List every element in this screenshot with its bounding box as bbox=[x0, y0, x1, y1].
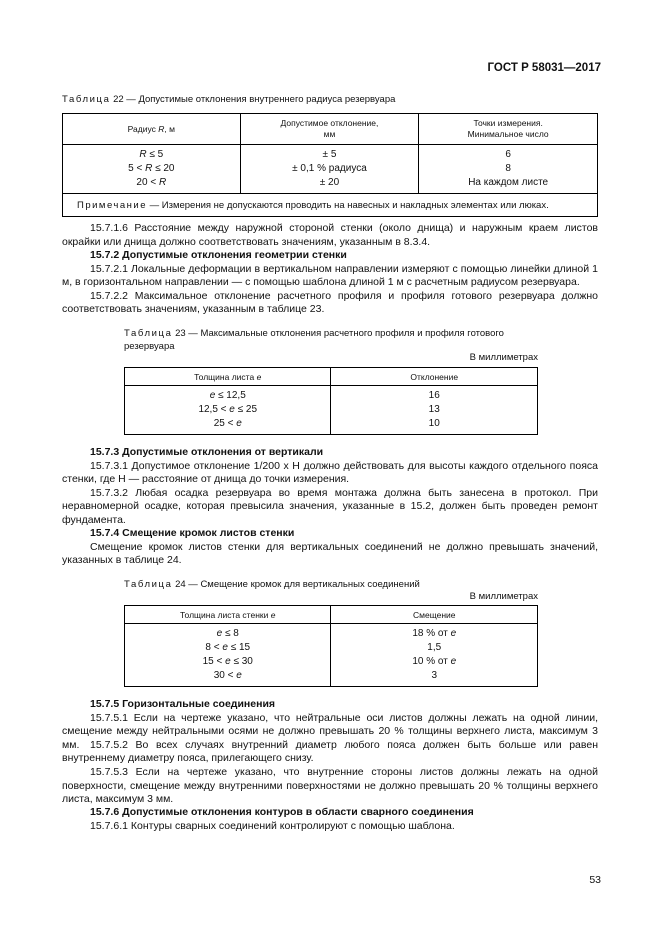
table-header-radius bbox=[63, 114, 241, 145]
header-text: Толщина листа e bbox=[194, 371, 262, 382]
header-text: Отклонение bbox=[410, 371, 459, 382]
table-cell: 12,5 < e ≤ 25 bbox=[125, 403, 331, 417]
table-header-row bbox=[63, 114, 598, 145]
section-heading-15-7-4: 15.7.4 Смещение кромок листов стенки bbox=[90, 527, 295, 539]
table-cell: 8 < e ≤ 15 bbox=[125, 641, 331, 655]
table-cell: 8 bbox=[419, 162, 598, 176]
table-header-thickness bbox=[125, 368, 331, 386]
table-row bbox=[125, 386, 538, 404]
table-23 bbox=[124, 367, 538, 435]
table-22-caption-text: 22 — Допустимые отклонения внутреннего радиуса резервуара bbox=[110, 94, 396, 105]
table-23-caption bbox=[124, 327, 538, 353]
section-heading-15-7-6: 15.7.6 Допустимые отклонения контуров в области сварного соединения bbox=[90, 806, 474, 818]
header-text: Допустимое отклонение, bbox=[280, 118, 379, 128]
table-header-row bbox=[125, 606, 538, 624]
table-note bbox=[63, 194, 598, 217]
section-heading-15-7-3: 15.7.3 Допустимые отклонения от вертикали bbox=[90, 446, 324, 458]
table-24-caption-text: 24 — Смещение кромок для вертикальных соединений bbox=[172, 579, 420, 590]
table-header-offset bbox=[331, 606, 538, 624]
table-cell: 30 < e bbox=[125, 669, 331, 687]
table-header-points bbox=[419, 114, 598, 145]
header-text: мм bbox=[323, 129, 336, 139]
paragraph-15-7-3-2: 15.7.3.2 Любая осадка резервуара во время монтажа должна быть занесена в протокол. При неравномерной осадке, которая превысила значения, указанные в 15.2, должен быть проведен ремонт фундамента. bbox=[62, 486, 598, 526]
section-heading-15-7-2: 15.7.2 Допустимые отклонения геометрии стенки bbox=[90, 249, 347, 261]
table-23-unit: В миллиметрах bbox=[469, 352, 538, 363]
table-24-caption-label: Таблица bbox=[124, 579, 173, 590]
header-text: Минимальное число bbox=[467, 129, 549, 139]
header-text: Радиус R, м bbox=[127, 123, 175, 134]
table-cell: 10 % от e bbox=[331, 655, 538, 669]
note-text: — Измерения не допускаются проводить на навесных и накладных элементах или люках. bbox=[147, 199, 549, 211]
note-label: Примечание bbox=[77, 199, 147, 211]
table-cell: 3 bbox=[331, 669, 538, 687]
table-22-caption bbox=[62, 93, 395, 106]
table-header-thickness bbox=[125, 606, 331, 624]
paragraph-15-7-1-6: 15.7.1.6 Расстояние между наружной стороной стенки (около днища) и наружным краем листов окрайки или днища должно соответствовать значениям, указанным в 8.3.4. bbox=[62, 222, 598, 248]
table-22-caption-label: Таблица bbox=[62, 94, 111, 105]
page-number: 53 bbox=[589, 874, 601, 886]
table-24 bbox=[124, 605, 538, 687]
paragraph-15-7-6-1: 15.7.6.1 Контуры сварных соединений контролируют с помощью шаблона. bbox=[90, 819, 455, 832]
paragraph-15-7-3-1: 15.7.3.1 Допустимое отклонение 1/200 x H должно действовать для высоты каждого отдельного пояса стенки, где H — расстояние от днища до точки измерения. bbox=[62, 459, 598, 485]
table-24-unit: В миллиметрах bbox=[469, 591, 538, 602]
table-row bbox=[125, 417, 538, 435]
document-id: ГОСТ Р 58031—2017 bbox=[487, 62, 601, 74]
table-cell: ± 20 bbox=[240, 176, 419, 194]
table-header-deviation bbox=[331, 368, 538, 386]
paragraph-15-7-5-2: 15.7.5.2 Во всех случаях внутренний диаметр любого пояса должен быть больше или равен внутреннему диаметру пояса, прилегающего снизу. bbox=[62, 738, 598, 764]
table-row bbox=[125, 669, 538, 687]
section-heading-15-7-5: 15.7.5 Горизонтальные соединения bbox=[90, 698, 276, 710]
table-row bbox=[125, 655, 538, 669]
paragraph-15-7-5-1: 15.7.5.1 Если на чертеже указано, что нейтральные оси листов должны лежать на одной линии, смещение между нейтральными осями не должно превышать 20 % толщины верхнего листа, максимум 3 мм. bbox=[62, 711, 598, 751]
table-row bbox=[63, 145, 598, 163]
table-cell: R ≤ 5 bbox=[63, 145, 241, 163]
table-header-row bbox=[125, 368, 538, 386]
table-23-caption-label: Таблица bbox=[124, 328, 173, 339]
table-row bbox=[125, 403, 538, 417]
table-row bbox=[63, 176, 598, 194]
paragraph-15-7-5-3: 15.7.5.3 Если на чертеже указано, что внутренние стороны листов должны лежать на одной поверхности, смещение между внутренними поверхностями не должно превышать 20 % толщины верхнего листа, максимум 3 мм. bbox=[62, 766, 598, 805]
table-22 bbox=[62, 113, 598, 217]
table-row bbox=[63, 162, 598, 176]
table-cell: 1,5 bbox=[331, 641, 538, 655]
table-row bbox=[125, 641, 538, 655]
paragraph-15-7-2-1: 15.7.2.1 Локальные деформации в вертикальном направлении измеряют с помощью линейки длиной 1 м, в горизонтальном направлении — с помощью шаблона длиной 1 м с расчетным радиусом резервуара. bbox=[62, 262, 598, 288]
table-cell: 5 < R ≤ 20 bbox=[63, 162, 241, 176]
table-cell: 15 < e ≤ 30 bbox=[125, 655, 331, 669]
table-24-caption bbox=[124, 578, 538, 591]
table-cell: e ≤ 8 bbox=[125, 624, 331, 642]
table-cell: 20 < R bbox=[63, 176, 241, 194]
table-cell: ± 0,1 % радиуса bbox=[240, 162, 419, 176]
table-cell: ± 5 bbox=[240, 145, 419, 163]
table-cell: 6 bbox=[419, 145, 598, 163]
header-text: Толщина листа стенки e bbox=[180, 609, 276, 620]
header-text: Смещение bbox=[412, 609, 456, 620]
table-cell: 16 bbox=[331, 386, 538, 404]
table-note-row bbox=[63, 194, 598, 217]
table-header-deviation bbox=[240, 114, 419, 145]
table-row bbox=[125, 624, 538, 642]
paragraph-15-7-2-2: 15.7.2.2 Максимальное отклонение расчетного профиля и профиля готового резервуара должно соответствовать значениям, указанным в таблице 23. bbox=[62, 289, 598, 315]
table-cell: e ≤ 12,5 bbox=[125, 386, 331, 404]
table-cell: 10 bbox=[331, 417, 538, 435]
table-cell: 18 % от e bbox=[331, 624, 538, 642]
table-cell: 13 bbox=[331, 403, 538, 417]
header-text: Точки измерения. bbox=[473, 118, 543, 128]
table-cell: На каждом листе bbox=[419, 176, 598, 194]
paragraph-15-7-4: Смещение кромок листов стенки для вертикальных соединений не должно превышать значений, указанных в таблице 24. bbox=[62, 540, 598, 566]
table-23-caption-text: 23 — Максимальные отклонения расчетного профиля и профиля готового резервуара bbox=[124, 328, 504, 352]
table-cell: 25 < e bbox=[125, 417, 331, 435]
